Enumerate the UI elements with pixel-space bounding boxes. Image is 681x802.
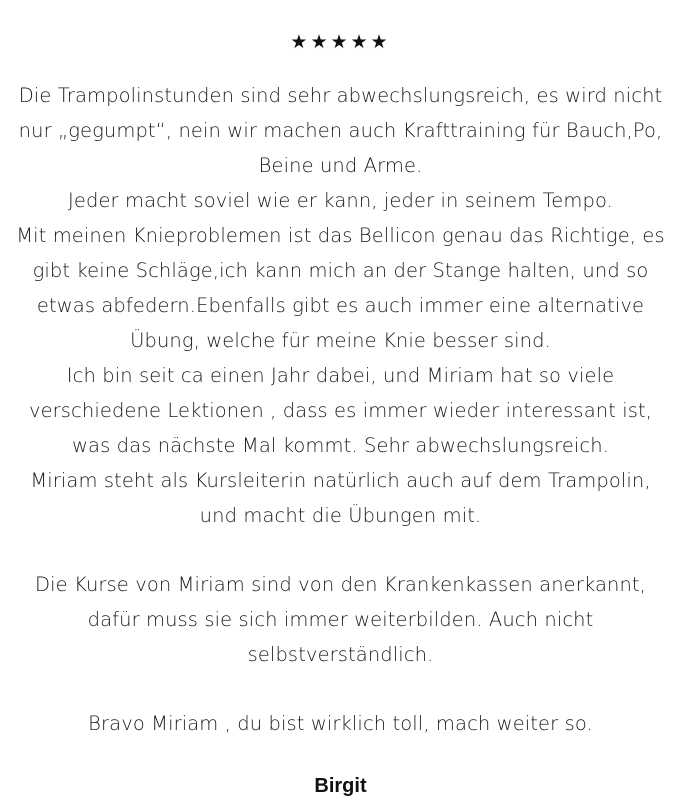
review-text bbox=[0, 78, 681, 741]
review-paragraph-1: Die Trampolinstunden sind sehr abwechslungsreich, es wird nicht nur „gegumpt“, nein wir machen auch Krafttraining für Bauch,Po, Beine und Arme. Jeder macht soviel wie er kann, jeder in seinem Tempo. Mit meinen Knieproblemen ist das Bellicon genau das Richtige, es gibt keine Schläge,ich kann mich an der Stange halten, und so etwas abfedern.Ebenfalls gibt es auch immer eine alternative Übung, welche für meine Knie besser sind. Ich bin seit ca einen Jahr dabei, und Miriam hat so viele verschiedene Lektionen , dass es immer wieder interessant ist, was das nächste Mal kommt. Sehr abwechslungsreich. Miriam steht als Kursleiterin natürlich auch auf dem Trampolin, und macht die Übungen mit. bbox=[16, 84, 665, 527]
review-paragraph-2: Die Kurse von Miriam sind von den Krankenkassen anerkannt, dafür muss sie sich immer weiterbilden. Auch nicht selbstverständlich. bbox=[35, 573, 646, 666]
testimonial bbox=[0, 28, 681, 801]
star-rating-icon: ★★★★★ bbox=[290, 31, 391, 53]
review-author: Birgit bbox=[314, 775, 367, 797]
review-paragraph-3: Bravo Miriam , du bist wirklich toll, mach weiter so. bbox=[88, 712, 593, 735]
